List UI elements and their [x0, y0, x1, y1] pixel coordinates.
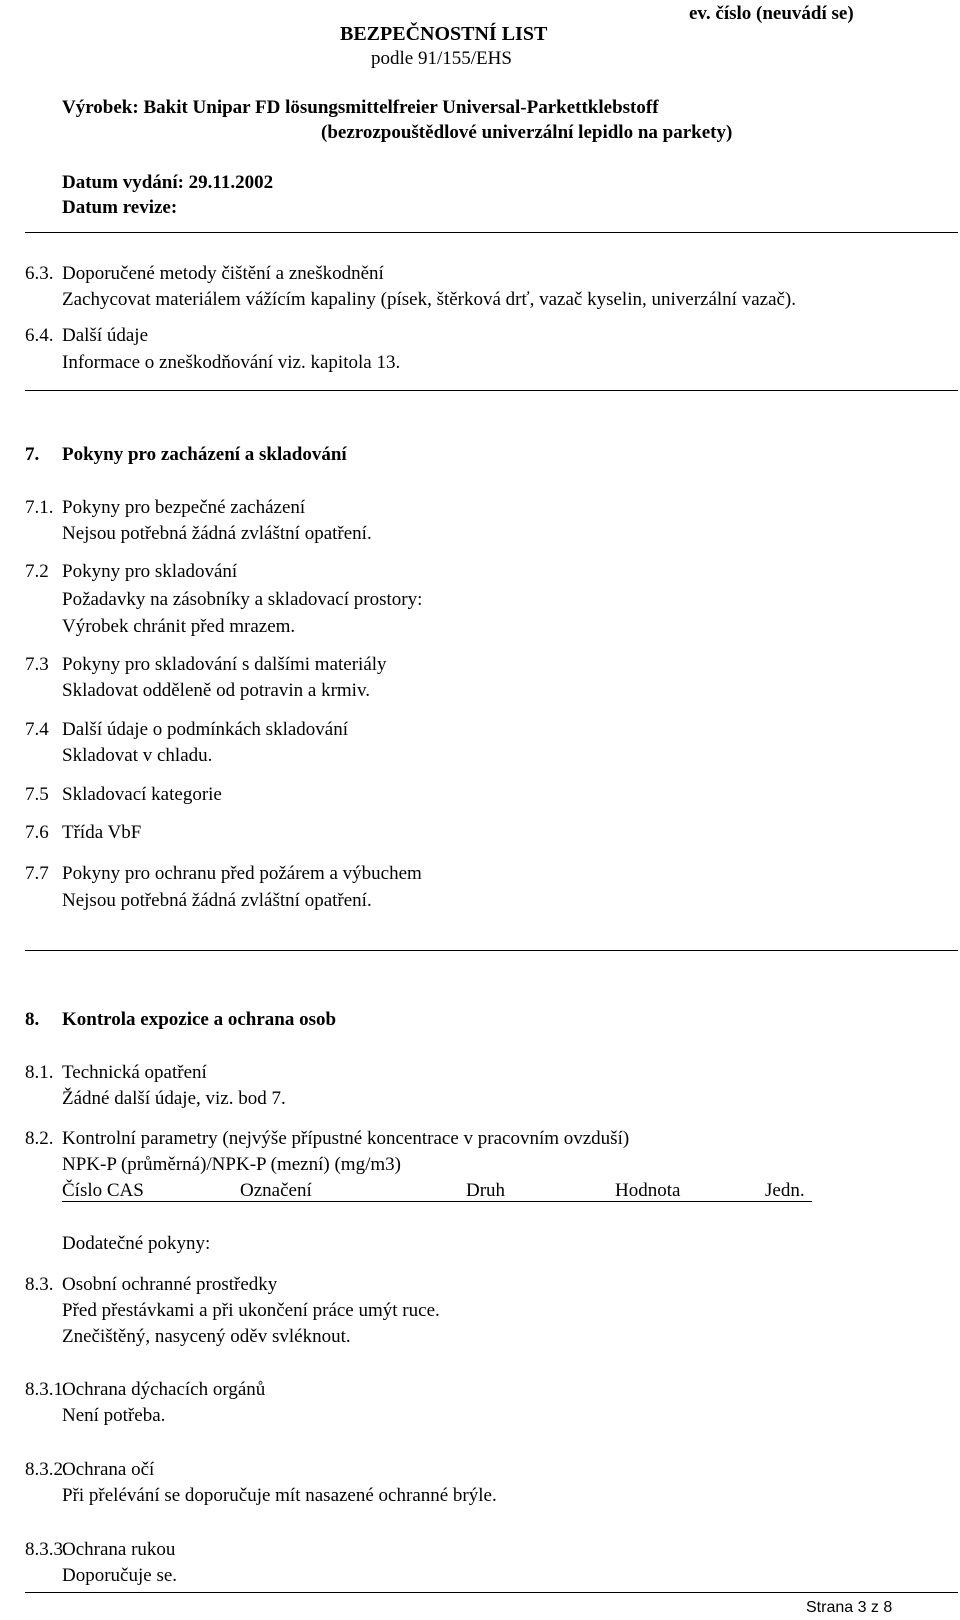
ev-number: ev. číslo (neuvádí se): [689, 3, 854, 24]
section-heading: Technická opatření: [62, 1062, 207, 1083]
chapter-title: Pokyny pro zacházení a skladování: [62, 444, 347, 465]
product-name-translation: (bezrozpouštědlové univerzální lepidlo na parkety): [321, 122, 733, 143]
section-number: 7.6: [25, 822, 49, 843]
section-text: Skladovat v chladu.: [62, 745, 213, 766]
section-number: 7.3: [25, 654, 49, 675]
section-text: Požadavky na zásobníky a skladovací prostory:: [62, 589, 423, 610]
section-heading: Skladovací kategorie: [62, 784, 222, 805]
issue-date: Datum vydání: 29.11.2002: [62, 172, 274, 193]
section-number: 7.1.: [25, 497, 54, 518]
section-number: 6.4.: [25, 325, 54, 346]
section-number: 7.5: [25, 784, 49, 805]
section-heading: Kontrolní parametry (nejvýše přípustné koncentrace v pracovním ovzduší): [62, 1128, 630, 1149]
section-text: Není potřeba.: [62, 1405, 166, 1426]
section-text: Dodatečné pokyny:: [62, 1233, 211, 1254]
section-heading: Osobní ochranné prostředky: [62, 1274, 278, 1295]
table-header-underline: [62, 1201, 812, 1202]
section-heading: Pokyny pro ochranu před požárem a výbuchem: [62, 863, 422, 884]
section-heading: Ochrana dýchacích orgánů: [62, 1379, 266, 1400]
section-number: 7.7: [25, 863, 49, 884]
section-divider: [25, 950, 958, 951]
section-number: 8.3.2.: [25, 1459, 68, 1480]
section-number: 8.2.: [25, 1128, 54, 1149]
section-heading: Třída VbF: [62, 822, 142, 843]
section-text: Znečištěný, nasycený oděv svléknout.: [62, 1326, 351, 1347]
section-number: 7.4: [25, 719, 49, 740]
section-heading: Doporučené metody čištění a zneškodnění: [62, 263, 384, 284]
document-title: BEZPEČNOSTNÍ LIST: [340, 23, 548, 45]
product-name: Výrobek: Bakit Unipar FD lösungsmittelfreier Universal-Parkettklebstoff: [62, 97, 659, 118]
chapter-title: Kontrola expozice a ochrana osob: [62, 1009, 337, 1030]
section-text: NPK-P (průměrná)/NPK-P (mezní) (mg/m3): [62, 1154, 401, 1175]
page-number: Strana 3 z 8: [806, 1599, 893, 1616]
section-text: Při přelévání se doporučuje mít nasazené ochranné brýle.: [62, 1485, 497, 1506]
section-heading: Pokyny pro skladování s dalšími materiály: [62, 654, 387, 675]
footer-divider: [25, 1592, 958, 1593]
table-header-cell: Jedn.: [765, 1180, 805, 1201]
section-number: 8.3.: [25, 1274, 54, 1295]
section-number: 8.1.: [25, 1062, 54, 1083]
section-heading: Pokyny pro bezpečné zacházení: [62, 497, 306, 518]
section-text: Žádné další údaje, viz. bod 7.: [62, 1088, 286, 1109]
section-text: Výrobek chránit před mrazem.: [62, 616, 296, 637]
chapter-number: 8.: [25, 1009, 40, 1030]
table-header-cell: Hodnota: [615, 1180, 681, 1201]
section-number: 6.3.: [25, 263, 54, 284]
section-text: Nejsou potřebná žádná zvláštní opatření.: [62, 890, 372, 911]
section-number: 7.2: [25, 561, 49, 582]
section-text: Před přestávkami a při ukončení práce umýt ruce.: [62, 1300, 440, 1321]
section-text: Informace o zneškodňování viz. kapitola 13.: [62, 352, 401, 373]
section-heading: Ochrana očí: [62, 1459, 155, 1480]
section-text: Skladovat odděleně od potravin a krmiv.: [62, 680, 370, 701]
section-text: Doporučuje se.: [62, 1565, 178, 1586]
document-subtitle: podle 91/155/EHS: [371, 48, 512, 69]
section-heading: Další údaje o podmínkách skladování: [62, 719, 348, 740]
table-header-cell: Označení: [240, 1180, 312, 1201]
section-number: 8.3.3.: [25, 1539, 68, 1560]
table-header-cell: Druh: [466, 1180, 506, 1201]
header-divider: [25, 232, 958, 233]
section-text: Zachycovat materiálem vážícím kapaliny (písek, štěrková drť, vazač kyselin, univerzální vazač).: [62, 289, 797, 310]
section-heading: Další údaje: [62, 325, 149, 346]
section-heading: Ochrana rukou: [62, 1539, 176, 1560]
section-heading: Pokyny pro skladování: [62, 561, 238, 582]
table-header-cell: Číslo CAS: [62, 1180, 144, 1201]
section-text: Nejsou potřebná žádná zvláštní opatření.: [62, 523, 372, 544]
section-number: 8.3.1.: [25, 1379, 68, 1400]
revision-date: Datum revize:: [62, 197, 178, 218]
section-divider: [25, 390, 958, 391]
chapter-number: 7.: [25, 444, 40, 465]
